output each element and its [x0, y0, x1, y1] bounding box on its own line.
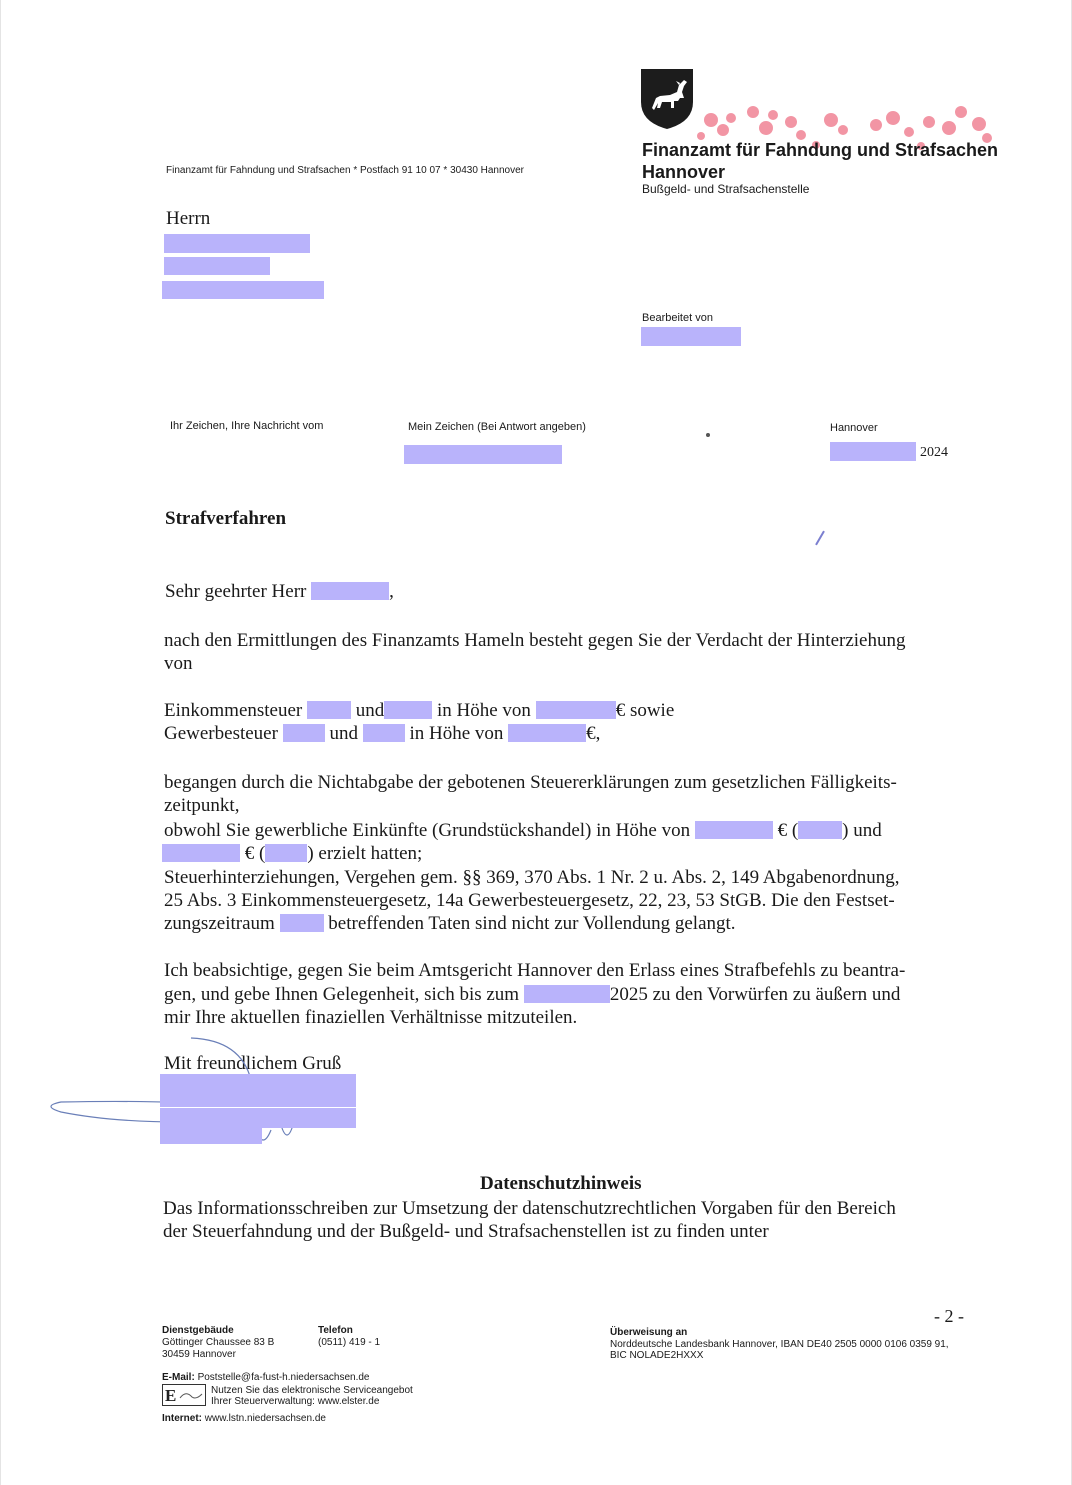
my-ref-label: Mein Zeichen (Bei Antwort angeben) — [408, 421, 586, 433]
paragraph-1-line-1: nach den Ermittlungen des Finanzamts Hameln besteht gegen Sie der Verdacht der Hinterziehung — [164, 630, 906, 651]
privacy-line-1: Das Informationsschreiben zur Umsetzung der datenschutzrechtlichen Vorgaben für den Bereich — [163, 1198, 896, 1219]
redacted-recipient-city — [162, 281, 324, 299]
page-number: - 2 - — [934, 1306, 964, 1326]
redacted-year — [280, 914, 324, 932]
redacted-year — [265, 844, 307, 862]
redacted-recipient-name — [164, 234, 310, 253]
redacted-date — [830, 442, 916, 461]
footer-transfer-line-1: Norddeutsche Landesbank Hannover, IBAN DE40 2505 0000 0106 0359 91, — [610, 1339, 949, 1350]
paragraph-3-line-2: gen, und gebe Ihnen Gelegenheit, sich bis zum 2025 zu den Vorwürfen zu äußern und — [164, 984, 901, 1005]
privacy-title: Datenschutzhinweis — [480, 1173, 642, 1194]
footer-phone-value: (0511) 419 - 1 — [318, 1337, 381, 1348]
paragraph-2-line-6: 25 Abs. 3 Einkommensteuergesetz, 14a Gewerbesteuergesetz, 22, 23, 53 StGB. Die den Festset- — [164, 890, 895, 911]
footer-internet: Internet: www.lstn.niedersachsen.de — [162, 1413, 326, 1424]
scan-mark — [815, 531, 825, 546]
redacted-amount — [508, 724, 586, 742]
redacted-amount — [695, 821, 773, 839]
footer-transfer-label: Überweisung an — [610, 1327, 688, 1338]
paragraph-2-line-7: zungszeitraum betreffenden Taten sind nicht zur Vollendung gelangt. — [164, 913, 736, 934]
place-label: Hannover — [830, 422, 878, 434]
closing: Mit freundlichem Gruß — [164, 1053, 342, 1074]
footer-transfer-line-2: BIC NOLADE2HXXX — [610, 1350, 704, 1361]
authority-city: Hannover — [642, 162, 726, 182]
authority-unit: Bußgeld- und Strafsachenstelle — [642, 182, 810, 196]
footer-elster-line-2: Ihrer Steuerverwaltung: www.elster.de — [211, 1396, 380, 1407]
elster-logo-icon — [162, 1384, 206, 1406]
redacted-year — [307, 701, 351, 719]
redacted-amount — [162, 844, 240, 862]
authority-name: Finanzamt für Fahndung und Strafsachen — [642, 140, 999, 160]
footer-email-link[interactable]: Poststelle@fa-fust-h.niedersachsen.de — [197, 1372, 370, 1383]
redacted-signature-extra — [160, 1127, 262, 1144]
redacted-my-ref — [404, 445, 562, 464]
redacted-processor — [641, 327, 741, 346]
footer-email: E-Mail: Poststelle@fa-fust-h.niedersachsen.de — [162, 1372, 370, 1383]
redacted-signature-title — [160, 1108, 356, 1128]
your-ref-label: Ihr Zeichen, Ihre Nachricht vom — [170, 420, 324, 432]
paragraph-2-line-1: begangen durch die Nichtabgabe der gebotenen Steuererklärungen zum gesetzlichen Fälligkeits- — [164, 772, 897, 793]
privacy-line-2: der Steuerfahndung und der Bußgeld- und Strafsachenstellen ist zu finden unter — [163, 1221, 769, 1242]
footer-phone-label: Telefon — [318, 1325, 353, 1336]
footer-building-label: Dienstgebäude — [162, 1325, 234, 1336]
redacted-amount — [536, 701, 616, 719]
paragraph-3-line-1: Ich beabsichtige, gegen Sie beim Amtsgericht Hannover den Erlass eines Strafbefehls zu beantra- — [164, 960, 906, 981]
paragraph-2-line-5: Steuerhinterziehungen, Vergehen gem. §§ 369, 370 Abs. 1 Nr. 2 u. Abs. 2, 149 Abgabenordnung, — [164, 867, 900, 888]
return-address: Finanzamt für Fahndung und Strafsachen * Postfach 91 10 07 * 30430 Hannover — [166, 165, 525, 176]
paragraph-2-line-2: zeitpunkt, — [164, 795, 240, 816]
paragraph-3-line-3: mir Ihre aktuellen finaziellen Verhältnisse mitzuteilen. — [164, 1007, 578, 1028]
letter-subject: Strafverfahren — [165, 508, 287, 529]
redacted-year — [283, 724, 325, 742]
redacted-recipient-street — [164, 257, 270, 275]
footer-elster-line-1: Nutzen Sie das elektronische Serviceangebot — [211, 1385, 413, 1396]
svg-text:E: E — [165, 1386, 177, 1405]
paragraph-2-line-4: € ( ) erzielt hatten; — [162, 842, 422, 865]
footer-building-city: 30459 Hannover — [162, 1349, 236, 1360]
redacted-name — [311, 582, 389, 600]
paragraph-2-line-3: obwohl Sie gewerbliche Einkünfte (Grundstückshandel) in Höhe von € ( ) und — [164, 820, 882, 841]
footer-internet-link[interactable]: www.lstn.niedersachsen.de — [204, 1413, 326, 1424]
greeting: Sehr geehrter Herr , — [165, 581, 394, 602]
tax-line-income: Einkommensteuer und in Höhe von € sowie — [164, 700, 675, 721]
redacted-deadline — [524, 985, 610, 1003]
recipient-salutation: Herrn — [166, 208, 211, 229]
redacted-year — [384, 701, 432, 719]
redacted-signature-name — [160, 1074, 356, 1107]
processed-by-label: Bearbeitet von — [642, 312, 713, 324]
footer-building-street: Göttinger Chaussee 83 B — [162, 1337, 275, 1348]
paragraph-1-line-2: von — [164, 653, 193, 674]
redacted-year — [798, 821, 842, 839]
scan-dot — [706, 433, 710, 437]
tax-line-trade: Gewerbesteuer und in Höhe von €, — [164, 723, 601, 744]
redacted-year — [363, 724, 405, 742]
letter-year: 2024 — [920, 445, 948, 460]
